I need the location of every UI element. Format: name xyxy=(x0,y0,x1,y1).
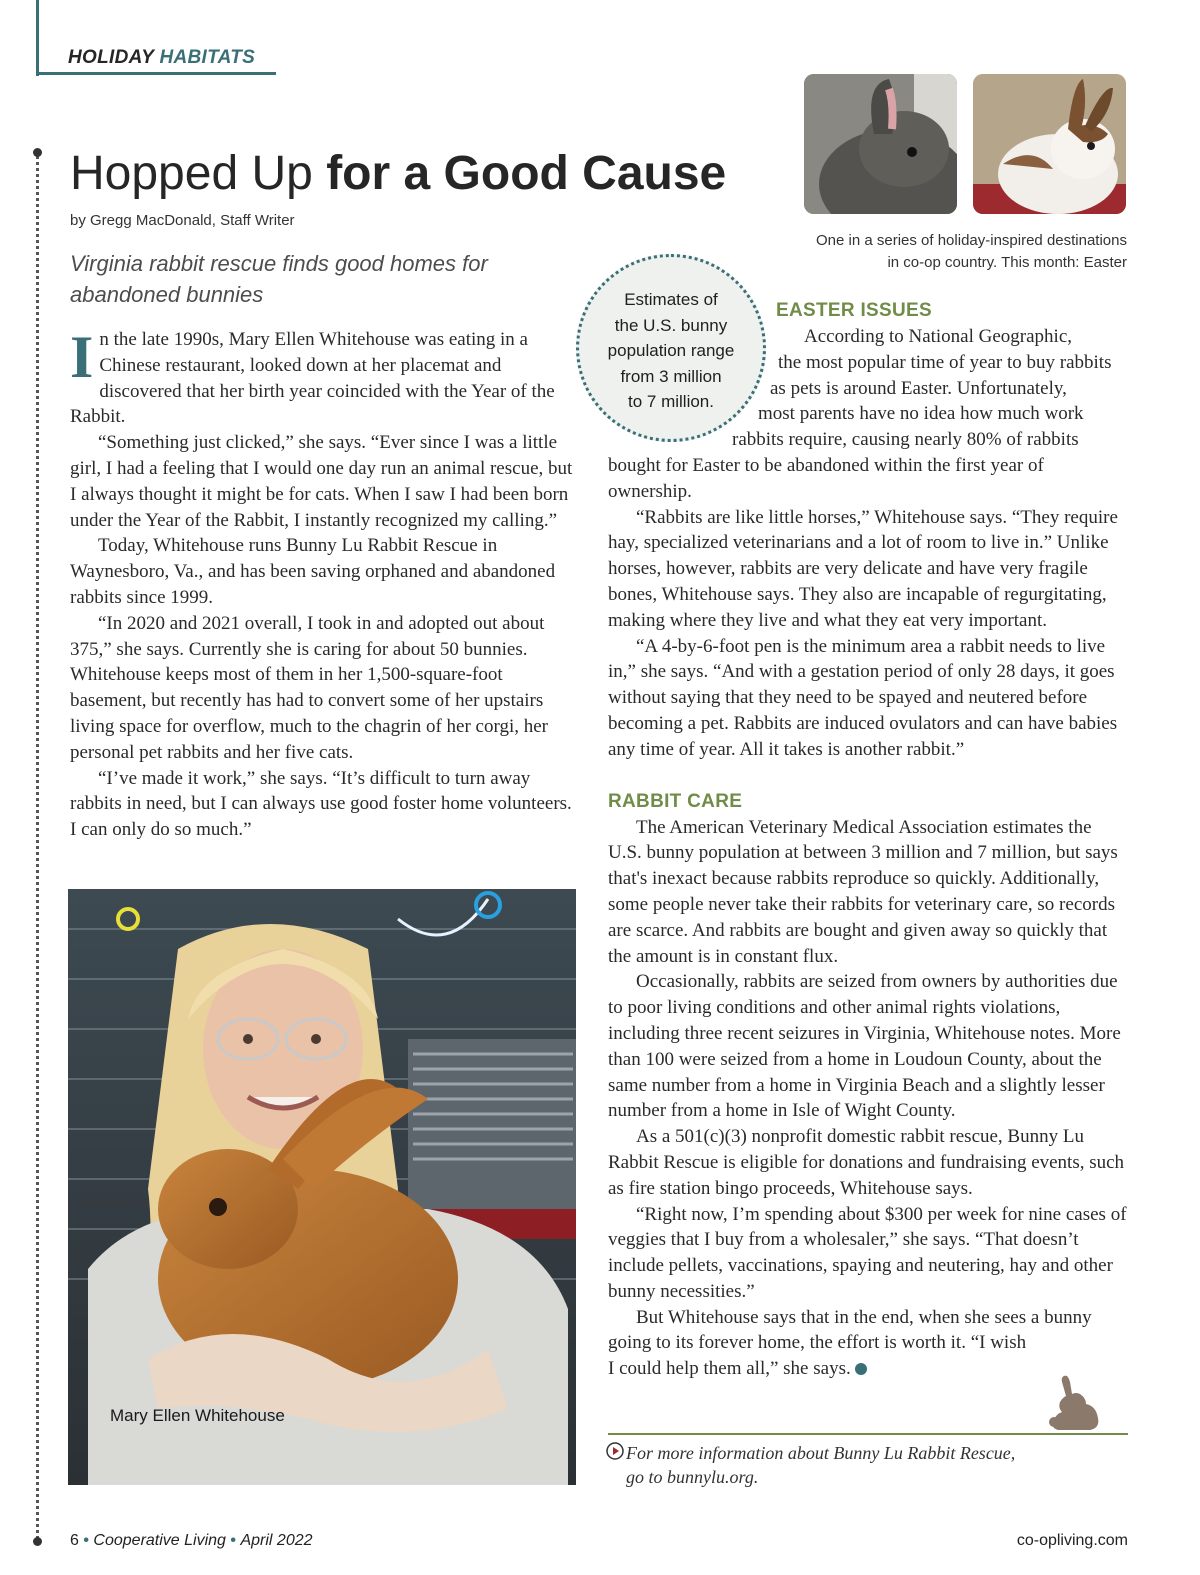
paragraph: The American Veterinary Medical Association estimates the U.S. bunny population at between 3 million and 7 million, but says that's inexact because rabbits reproduce so quickly. Additionally, some people never take their rabbits for veterinary care, so records are scarce. And rabbits are bought and given away so quickly that the amount is in constant flux. xyxy=(608,816,1118,967)
pull-quote-line: population range xyxy=(607,341,735,360)
pull-quote-line: Estimates of xyxy=(624,290,718,309)
paragraph: “I’ve made it work,” she says. “It’s difficult to turn away rabbits in need, but I can always use good foster home volunteers. I can only do so much.” xyxy=(70,767,572,841)
headline-bold: for a Good Cause xyxy=(326,147,727,200)
text-line: most parents have no idea how much work xyxy=(758,403,1084,425)
paragraph-text: But Whitehouse says that in the end, when she sees a bunny going to its forever home, the effort is worth it. “I wish xyxy=(608,1306,1092,1354)
footer-separator: • xyxy=(230,1532,237,1549)
dotted-margin-rule xyxy=(36,150,39,1545)
paragraph-text: n the late 1990s, Mary Ellen Whitehouse was eating in a Chinese restaurant, looked down at her placemat and discovered that her birth year coincided with the Year of the Rabbit. xyxy=(70,329,555,428)
left-column xyxy=(70,324,582,843)
bunny-silhouette-icon xyxy=(1046,1372,1102,1432)
section-heading-easter-issues: EASTER ISSUES xyxy=(776,300,932,321)
paragraph: “Something just clicked,” she says. “Ever since I was a little girl, I had a feeling that I would one day run an animal rescue, but I always thought it might be for cats. When I saw I had been born under the Year of the Rabbit, I instantly recognized my calling.” xyxy=(70,432,573,531)
photo-woman-holding-rabbit xyxy=(68,889,576,1485)
issue-date: April 2022 xyxy=(240,1532,313,1549)
paragraph: “Rabbits are like little horses,” Whitehouse says. “They require hay, specialized veterinarians and a lot of room to live in.” Unlike horses, however, rabbits are very delicate and have very fragile bones, Whitehouse says. They also are incapable of regurgitating, making where they live and what they eat very important. xyxy=(608,506,1118,631)
page-number: 6 xyxy=(70,1532,79,1549)
paragraph-text-end: I could help them all,” she says. xyxy=(608,1358,851,1380)
paragraph: Today, Whitehouse runs Bunny Lu Rabbit Rescue in Waynesboro, Va., and has been saving orphaned and abandoned rabbits since 1999. xyxy=(70,535,556,608)
pull-quote-line: the U.S. bunny xyxy=(614,315,728,335)
subhead: Virginia rabbit rescue finds good homes for abandoned bunnies xyxy=(70,251,488,307)
rule-dot-top xyxy=(33,148,42,157)
series-caption xyxy=(780,230,1127,274)
paragraph: “In 2020 and 2021 overall, I took in and adopted out about 375,” she says. Currently she is caring for about 50 bunnies. Whitehouse keeps most of them in her 1,500-square-foot basement, but recently has had to convert some of her upstairs living space for overflow, much to the chagrin of her corgi, her personal pet rabbits and her five cats. xyxy=(70,612,549,763)
text-line: bought for Easter to be abandoned within the first year of ownership. xyxy=(608,454,1044,502)
paragraph xyxy=(608,1305,1130,1382)
series-caption-line: in co-op country. This month: Easter xyxy=(887,254,1127,271)
text-line: the most popular time of year to buy rabbits xyxy=(778,351,1112,373)
section-tab xyxy=(36,0,276,76)
section-label xyxy=(68,47,255,69)
more-info-link[interactable]: go to bunnylu.org. xyxy=(626,1467,759,1487)
paragraph: “Right now, I’m spending about $300 per week for nine cases of veggies that I buy from a wholesaler,” she says. “That doesn’t include pellets, vaccinations, spaying and neutering, hay and other bunny necessities.” xyxy=(608,1203,1127,1302)
section-label-word1: HOLIDAY xyxy=(68,47,154,68)
paragraph: “A 4-by-6-foot pen is the minimum area a rabbit needs to live in,” she says. “And with a gestation period of only 28 days, it goes without saying that they need to be spayed and neutered before becoming a pet. Rabbits are induced ovulators and can have babies any time of year. All it takes is another rabbit.” xyxy=(608,635,1118,760)
play-arrow-icon xyxy=(606,1442,624,1460)
info-divider xyxy=(608,1433,1128,1435)
drop-cap: I xyxy=(70,324,94,390)
byline: by Gregg MacDonald, Staff Writer xyxy=(70,212,295,229)
section-heading-rabbit-care: RABBIT CARE xyxy=(608,790,743,812)
text-line: rabbits require, causing nearly 80% of rabbits xyxy=(732,429,1079,451)
thumbnail-gray-rabbit xyxy=(804,74,957,214)
thumbnail-brown-white-rabbit xyxy=(973,74,1126,214)
more-info-line: For more information about Bunny Lu Rabbit Rescue, xyxy=(626,1443,1016,1463)
headline-light: Hopped Up xyxy=(70,147,313,200)
paragraph: Occasionally, rabbits are seized from owners by authorities due to poor living conditions and other animal rights violations, including three recent seizures in Virginia, Whitehouse notes. More than 100 were seized from a home in Loudoun County, about the same number from a home in Virginia Beach and a slightly lesser number from a home in Isle of Wight County. xyxy=(608,971,1121,1122)
more-info-text xyxy=(626,1441,1066,1489)
section-label-word2: HABITATS xyxy=(159,47,256,68)
series-caption-line: One in a series of holiday-inspired destinations xyxy=(815,232,1127,249)
pull-quote-line: to 7 million. xyxy=(628,392,714,411)
right-column xyxy=(608,298,1130,1382)
section-tab-vertical-bar xyxy=(36,0,39,76)
pull-quote-line: from 3 million xyxy=(620,366,722,386)
section-tab-underline xyxy=(36,72,276,75)
paragraph xyxy=(70,324,582,430)
circle-bullet-icon xyxy=(855,1363,867,1375)
footer-folio xyxy=(70,1532,313,1550)
rule-dot-bottom xyxy=(33,1537,42,1546)
text-line: According to National Geographic, xyxy=(804,326,1073,347)
headline xyxy=(70,146,726,201)
photo-brown-white-rabbit xyxy=(973,74,1126,214)
publication-name: Cooperative Living xyxy=(93,1532,226,1549)
footer-separator: • xyxy=(83,1532,89,1549)
text-line: as pets is around Easter. Unfortunately, xyxy=(770,377,1067,399)
main-photo xyxy=(68,889,576,1485)
photo-gray-rabbit xyxy=(804,74,957,214)
paragraph: As a 501(c)(3) nonprofit domestic rabbit rescue, Bunny Lu Rabbit Rescue is eligible for donations and fundraising events, such as fire station bingo proceeds, Whitehouse says. xyxy=(608,1126,1125,1199)
footer-website[interactable]: co-opliving.com xyxy=(1016,1532,1128,1549)
photo-caption: Mary Ellen Whitehouse xyxy=(110,1406,285,1425)
